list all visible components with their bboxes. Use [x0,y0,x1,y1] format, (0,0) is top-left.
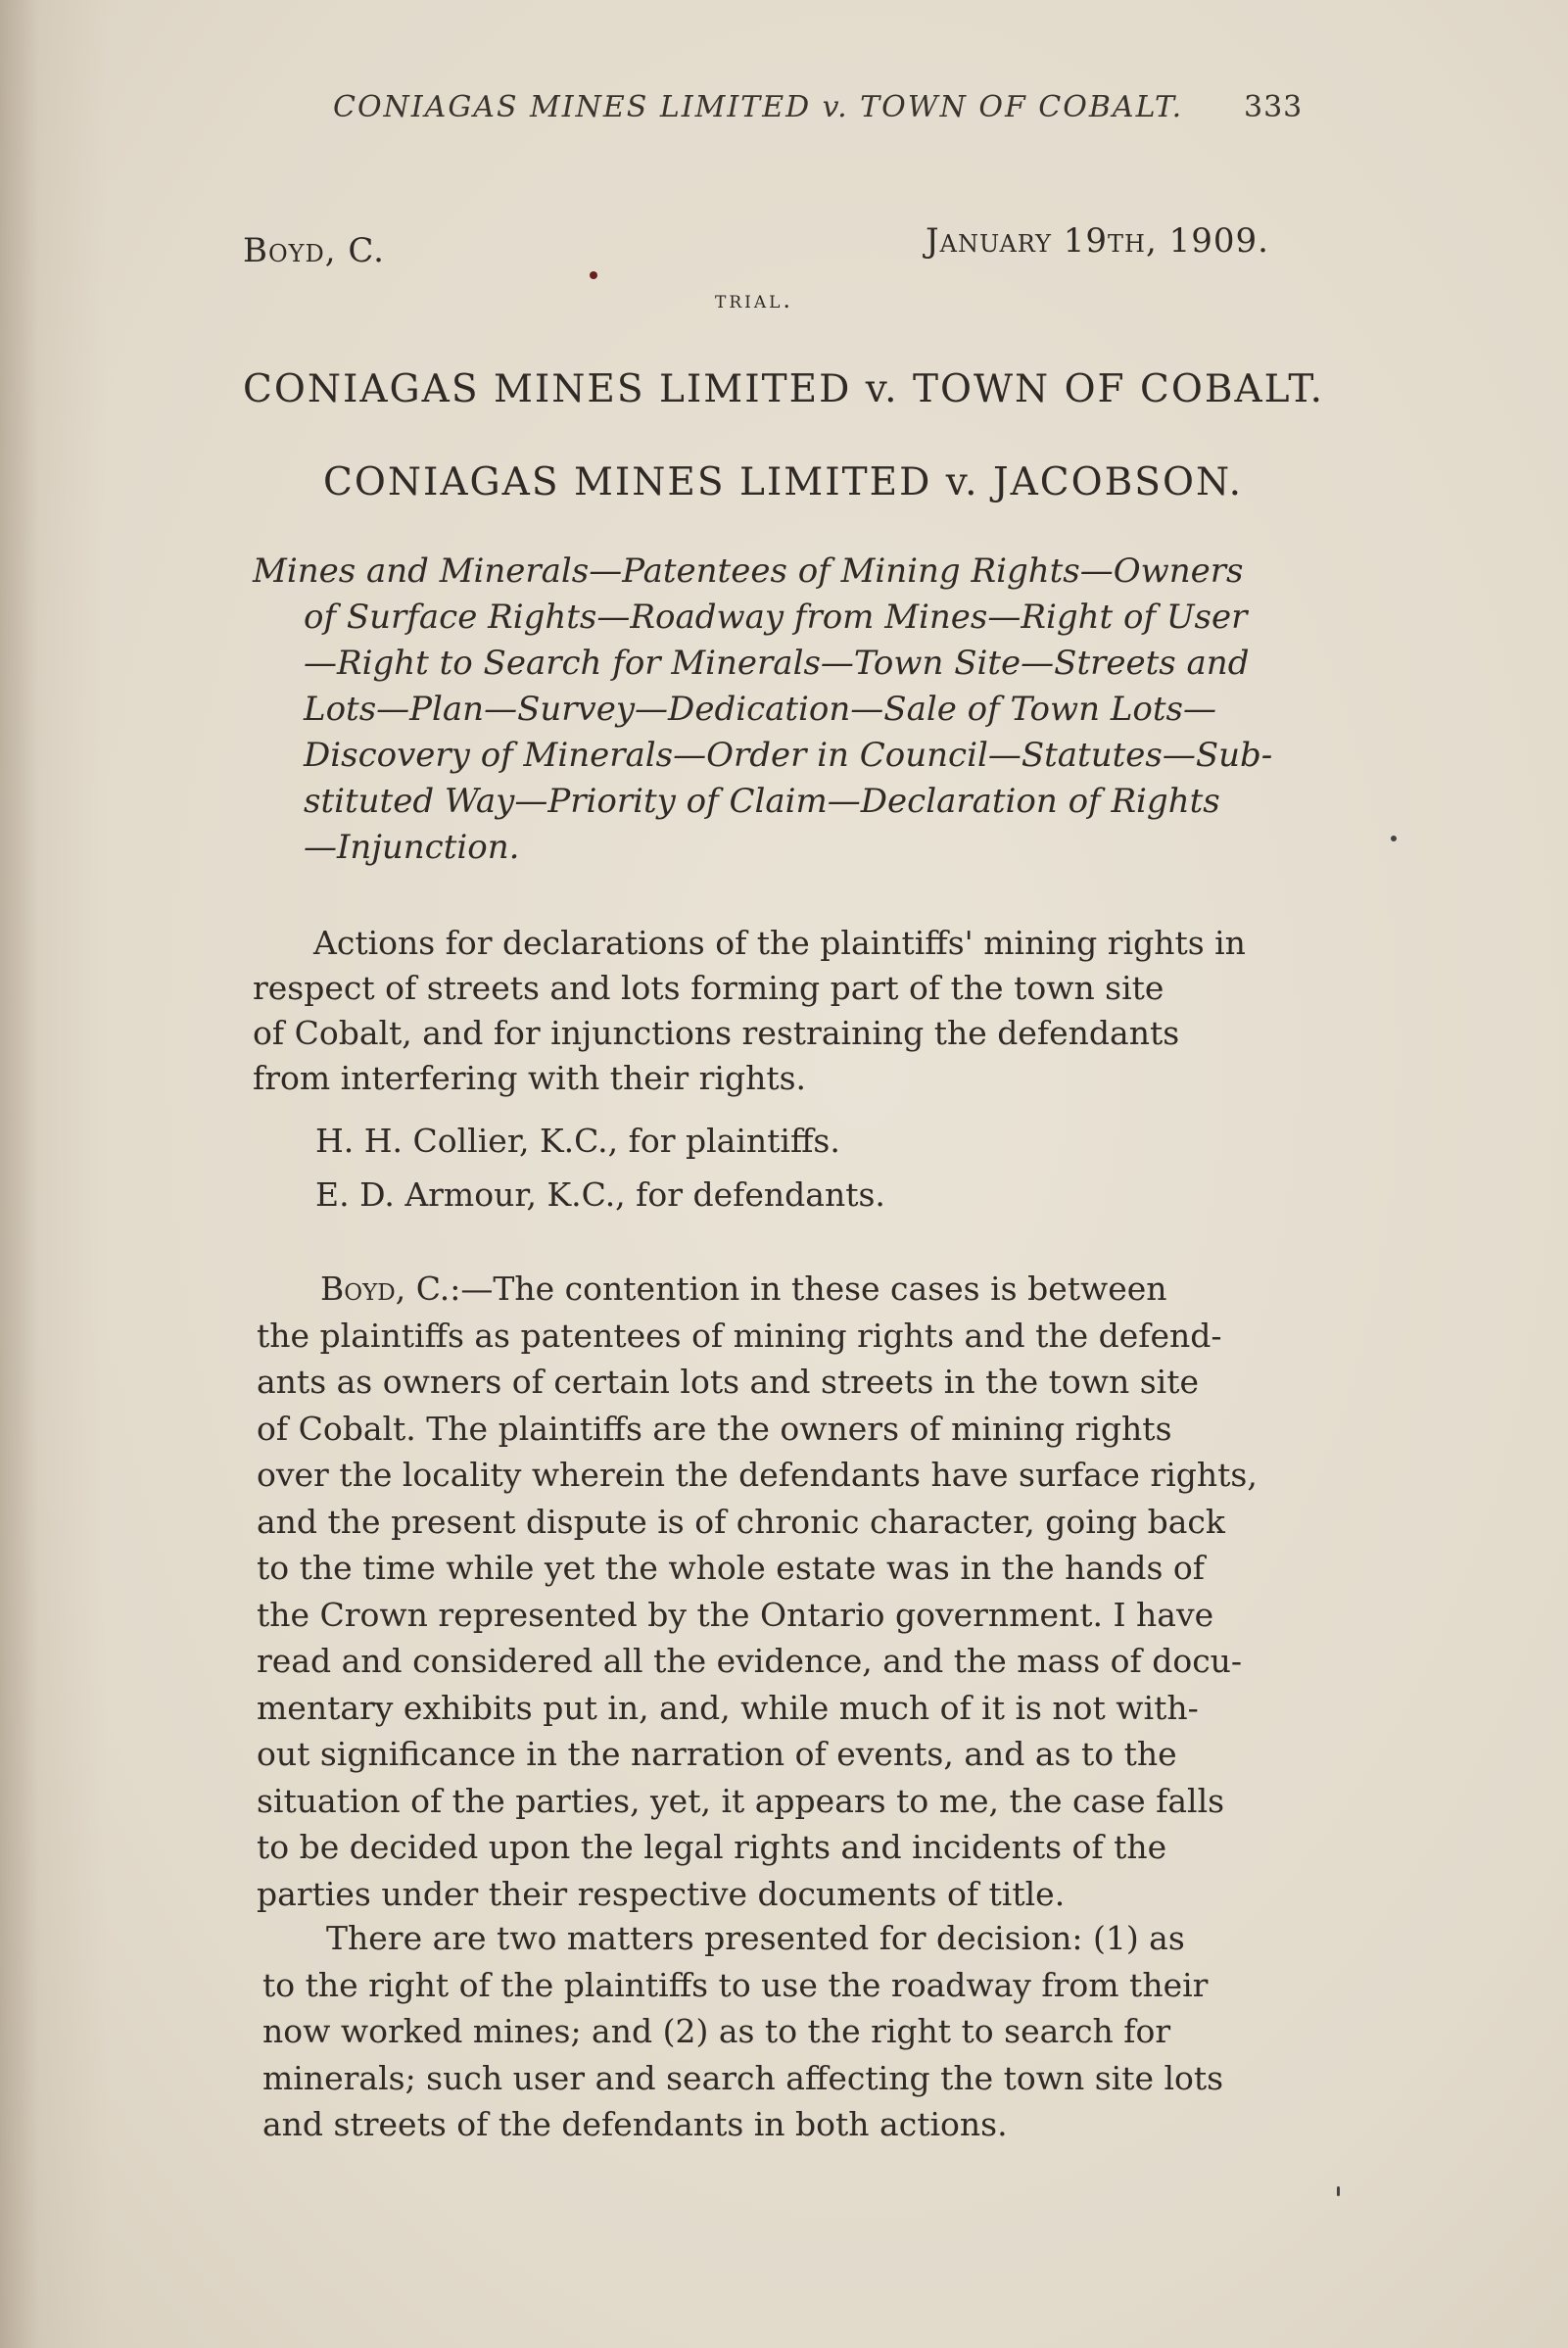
headnote-line: Discovery of Minerals—Order in Council—Statutes—Sub- [304,736,1273,775]
ink-speck [1337,2186,1340,2196]
judgment-speaker: Boyd, C. [320,1270,451,1308]
second-paragraph [262,1915,1350,2148]
headnote-line: —Right to Search for Minerals—Town Site—Streets and [304,644,1250,683]
summary-line: of Cobalt, and for injunctions restraining the defendants [253,1014,1180,1052]
paragraph-line: There are two matters presented for decision: (1) as [326,1919,1185,1957]
ink-speck [590,271,597,279]
judgment-first-line [257,1266,1344,1313]
headnote-line: stituted Way—Priority of Claim—Declaration of Rights [304,782,1220,821]
judgment-line: out significance in the narration of events, and as to the [257,1735,1177,1773]
case-summary [253,921,1330,1101]
headnote-line: of Surface Rights—Roadway from Mines—Right of User [304,598,1248,637]
case-title-2: CONIAGAS MINES LIMITED v. JACOBSON. [323,460,1243,504]
case-title-1: CONIAGAS MINES LIMITED v. TOWN OF COBALT. [243,367,1325,411]
summary-line: respect of streets and lots forming part of the town site [253,969,1164,1007]
judge-name: Boyd, C. [243,231,385,270]
headnote [253,549,1330,871]
proceeding-type: trial. [715,286,794,313]
decision-date: January 19th, 1909. [926,221,1269,261]
headnote-line: —Injunction. [304,828,520,867]
ink-speck [1391,836,1397,841]
judgment-line: to be decided upon the legal rights and incidents of the [257,1828,1167,1866]
judgment-line: of Cobalt. The plaintiffs are the owners of mining rights [257,1409,1172,1448]
summary-line: Actions for declarations of the plaintiffs' mining rights in [313,924,1246,962]
counsel-plaintiffs: H. H. Collier, K.C., for plaintiffs. [315,1122,840,1160]
judgment-line: ants as owners of certain lots and streets in the town site [257,1363,1199,1401]
judgment-line: read and considered all the evidence, and the mass of docu- [257,1642,1243,1680]
judgment-paragraph [257,1266,1344,1917]
judgment-line: and the present dispute is of chronic character, going back [257,1502,1225,1541]
judgment-first-line-text: :—The contention in these cases is between [450,1270,1167,1308]
paragraph-line: and streets of the defendants in both actions. [262,2105,1008,2143]
judgment-line: over the locality wherein the defendants have surface rights, [257,1456,1258,1494]
paragraph-line: now worked mines; and (2) as to the right to search for [262,2012,1171,2050]
summary-line: from interfering with their rights. [253,1059,807,1097]
headnote-line: Lots—Plan—Survey—Dedication—Sale of Town Lots— [304,690,1216,729]
page-number: 333 [1244,90,1304,124]
judgment-line: the Crown represented by the Ontario government. I have [257,1595,1214,1634]
paragraph-line: to the right of the plaintiffs to use the roadway from their [262,1965,1209,2004]
paragraph-line: minerals; such user and search affecting the town site lots [262,2058,1224,2097]
judgment-line: mentary exhibits put in, and, while much of it is not with- [257,1688,1199,1727]
judgment-line: the plaintiffs as patentees of mining rights and the defend- [257,1316,1222,1355]
counsel-defendants: E. D. Armour, K.C., for defendants. [315,1175,885,1214]
headnote-line: Mines and Minerals—Patentees of Mining Rights—Owners [253,551,1244,591]
judgment-line: situation of the parties, yet, it appears to me, the case falls [257,1781,1225,1820]
running-header [333,90,1312,124]
running-title: CONIAGAS MINES LIMITED v. TOWN OF COBALT. [333,90,1184,124]
judgment-line: to the time while yet the whole estate was in the hands of [257,1549,1205,1587]
judgment-line: parties under their respective documents of title. [257,1874,1066,1913]
